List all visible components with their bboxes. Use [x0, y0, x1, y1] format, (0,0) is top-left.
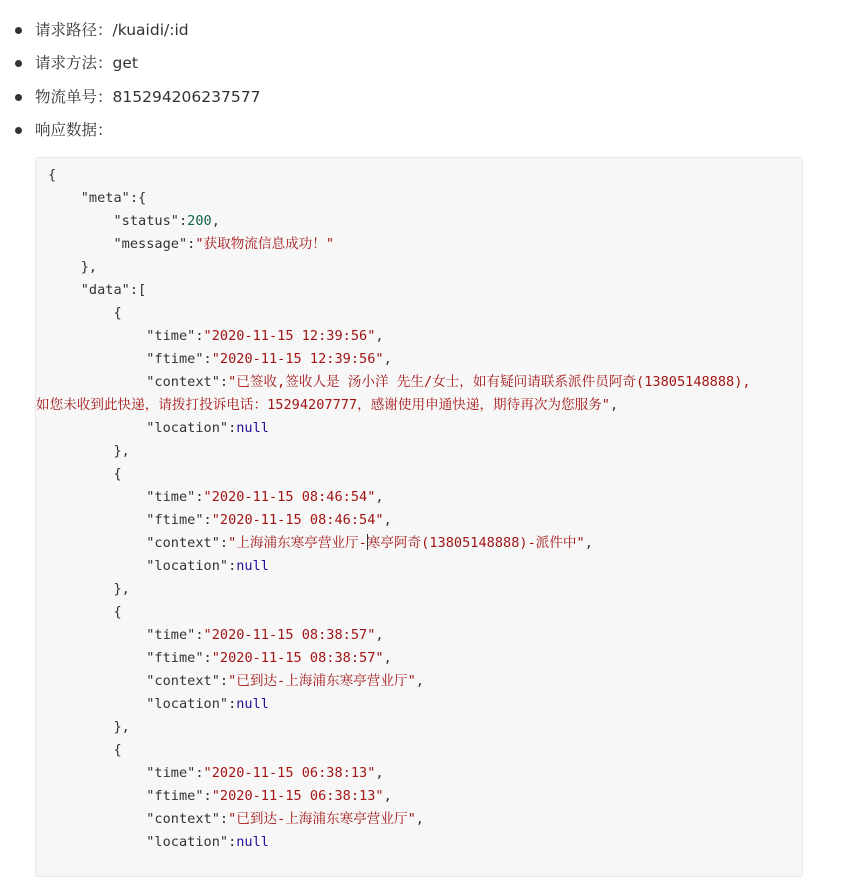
code-line: },: [80, 259, 98, 275]
code-line: "meta":{: [80, 190, 147, 206]
code-line: "message":"获取物流信息成功！": [113, 236, 335, 252]
label: 请求方法：: [35, 54, 113, 73]
label: 请求路径：: [35, 21, 113, 39]
code-line: "ftime":"2020-11-15 08:46:54",: [146, 512, 392, 528]
value: 815294206237577: [112, 87, 261, 106]
code-line: },: [48, 581, 130, 597]
bullet-icon: [15, 127, 22, 134]
code-line: {: [48, 466, 122, 482]
code-line: },: [48, 719, 130, 735]
code-line: "time":"2020-11-15 06:38:13",: [146, 765, 384, 781]
code-line: "time":"2020-11-15 08:46:54",: [146, 489, 384, 505]
code-line: "time":"2020-11-15 12:39:56",: [146, 328, 384, 344]
api-info-list: [0, 14, 260, 147]
code-line: {: [48, 742, 122, 758]
code-line: "context":"已签收,签收人是 汤小洋 先生/女士，如有疑问请联系派件员阿奇(13805148888),: [146, 374, 751, 390]
label: 响应数据：: [35, 120, 113, 139]
list-item-request-method: [0, 47, 260, 80]
code-line: {: [48, 167, 57, 183]
code-line: "ftime":"2020-11-15 06:38:13",: [146, 788, 392, 804]
code-line: "context":"已到达-上海浦东寒亭营业厅",: [146, 811, 424, 827]
code-line: "status":200,: [113, 213, 220, 229]
code-line: 如您未收到此快递，请拨打投诉电话：15294207777，感谢使用申通快递，期待再次为您服务",: [36, 397, 619, 413]
json-code[interactable]: [36, 158, 802, 854]
value: get: [112, 54, 138, 73]
code-line: },: [48, 443, 130, 459]
code-line: "location":null: [146, 420, 269, 436]
code-line: "ftime":"2020-11-15 08:38:57",: [146, 650, 392, 666]
list-item-request-path: [0, 14, 260, 47]
code-line: {: [48, 604, 122, 620]
code-line: "data":[: [80, 282, 147, 298]
code-line: "context":"已到达-上海浦东寒亭营业厅",: [146, 673, 424, 689]
bullet-icon: [15, 27, 22, 34]
bullet-icon: [15, 60, 22, 67]
code-line: "location":null: [146, 834, 269, 850]
list-item-response-data: [0, 114, 260, 147]
code-line: "location":null: [146, 696, 269, 712]
label: 物流单号：: [35, 87, 113, 106]
code-line: "location":null: [146, 558, 269, 574]
list-item-tracking-number: [0, 81, 260, 114]
code-line: "time":"2020-11-15 08:38:57",: [146, 627, 384, 643]
code-line: "context":"上海浦东寒亭营业厅-寒亭阿奇(13805148888)-派件中",: [146, 535, 593, 551]
code-block[interactable]: [35, 157, 803, 877]
value: /kuaidi/:id: [112, 21, 189, 39]
code-line: "ftime":"2020-11-15 12:39:56",: [146, 351, 392, 367]
code-line: {: [48, 305, 122, 321]
bullet-icon: [15, 94, 22, 101]
